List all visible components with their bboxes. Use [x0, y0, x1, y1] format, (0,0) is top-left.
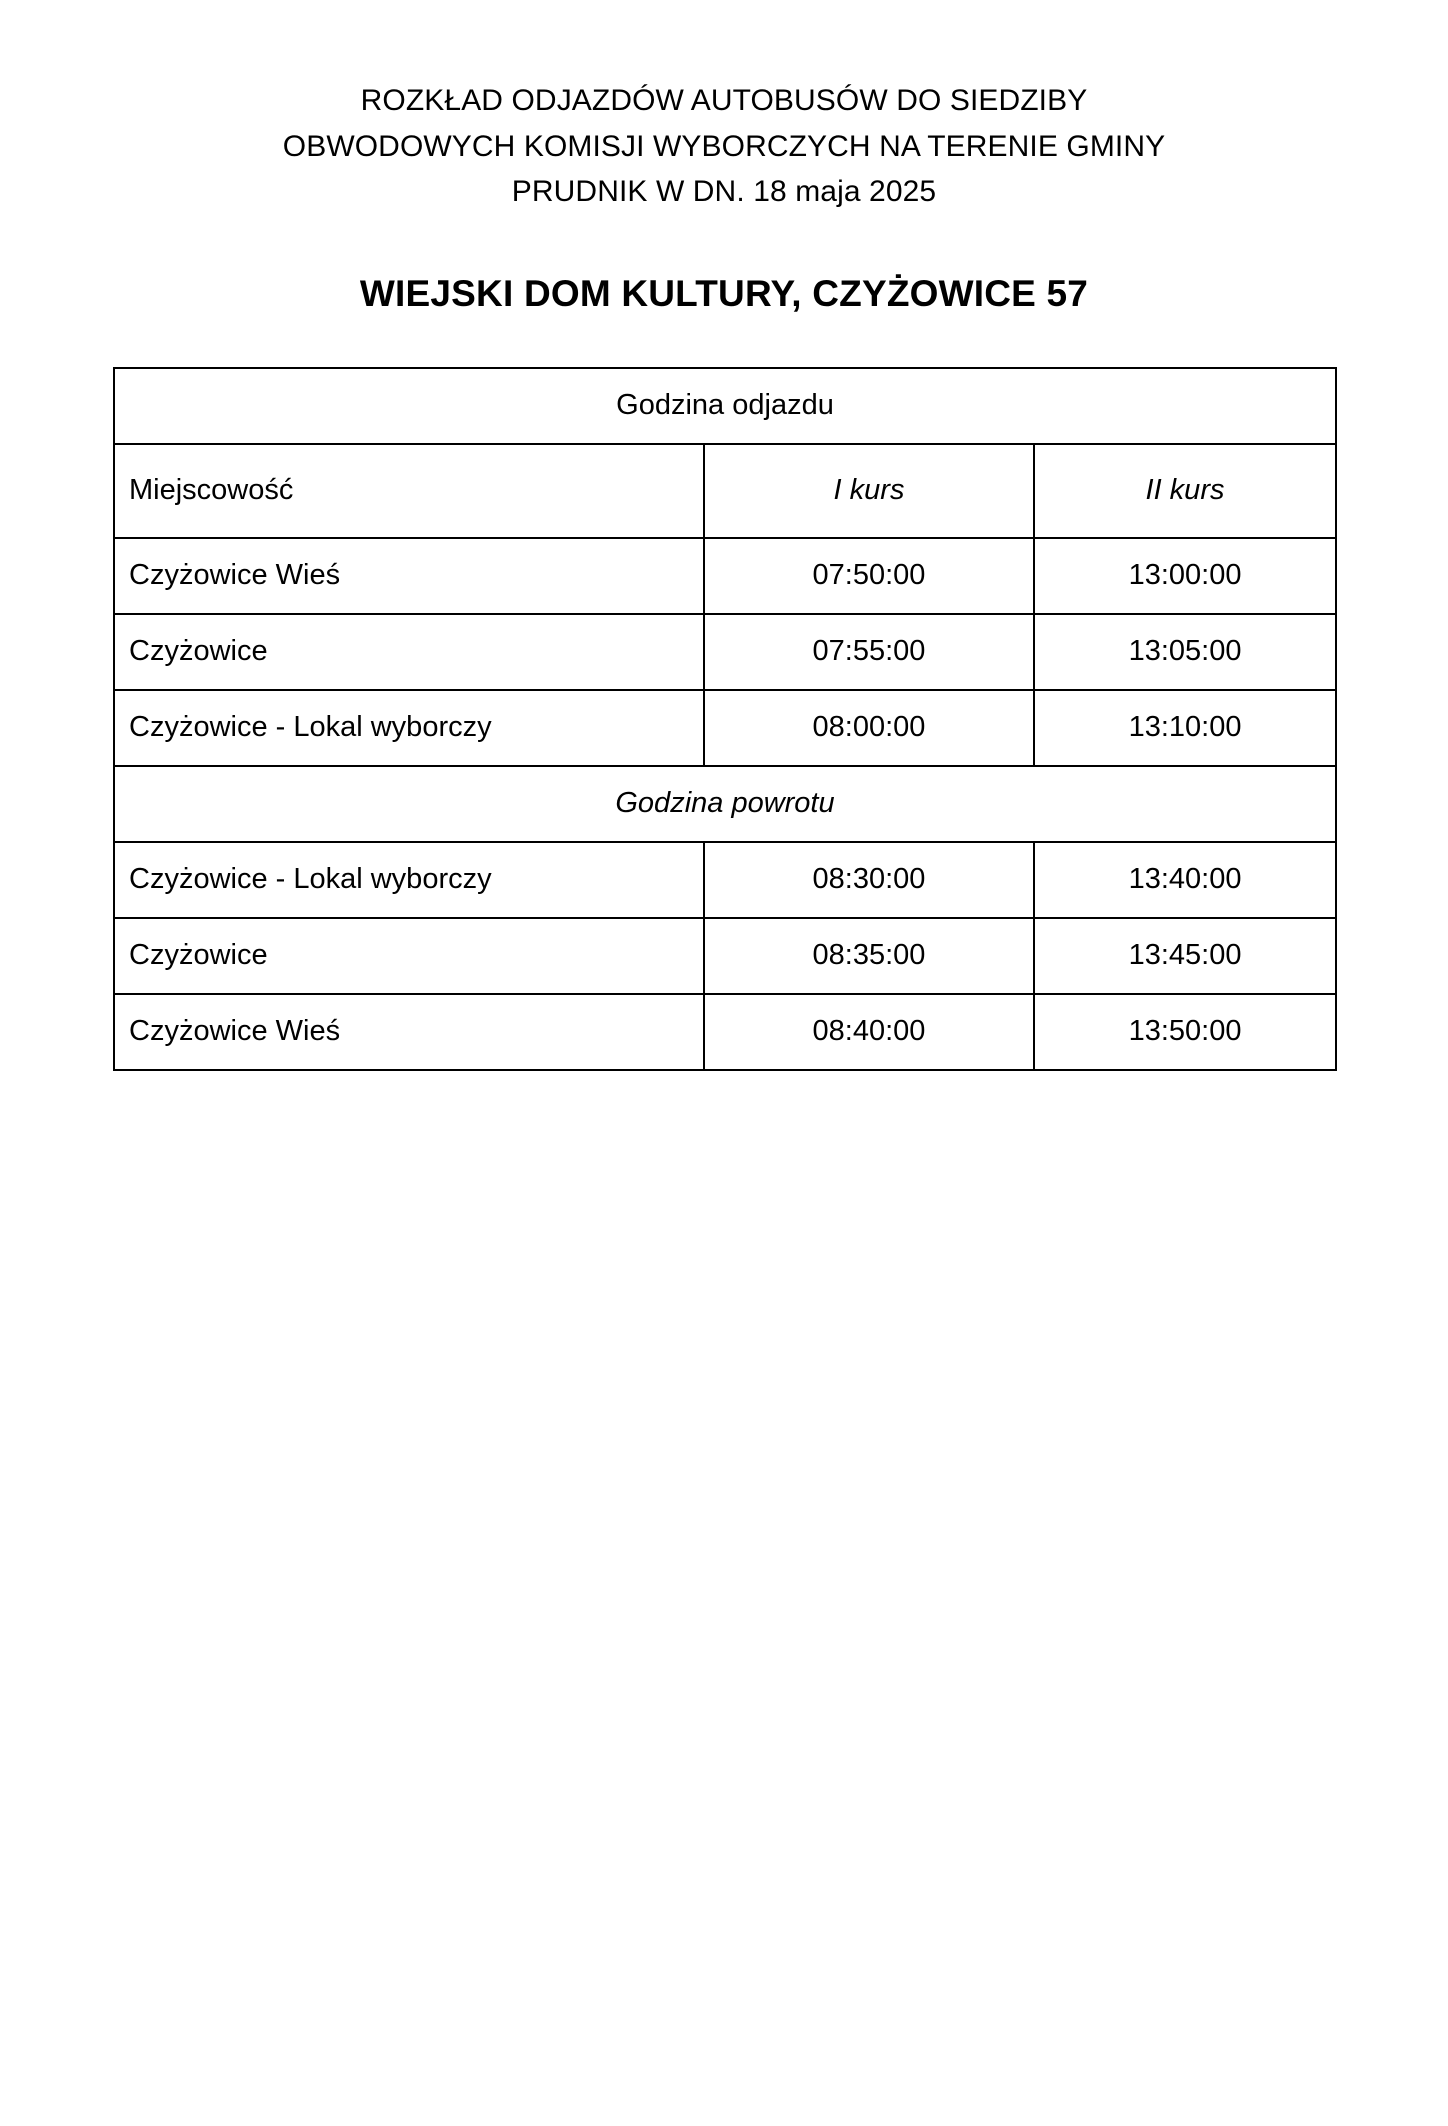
cell-kurs2: 13:50:00: [1034, 994, 1336, 1070]
cell-kurs1: 08:40:00: [704, 994, 1034, 1070]
table-section-header-return: [114, 766, 1336, 842]
column-header-kurs1: I kurs: [704, 444, 1034, 538]
table-row: [114, 994, 1336, 1070]
column-header-kurs2: II kurs: [1034, 444, 1336, 538]
table-row: [114, 918, 1336, 994]
cell-kurs2: 13:45:00: [1034, 918, 1336, 994]
document-subtitle: WIEJSKI DOM KULTURY, CZYŻOWICE 57: [359, 272, 1089, 314]
document-title-line-3: PRUDNIK W DN. 18 maja 2025: [511, 175, 937, 209]
section-label-departure: Godzina odjazdu: [114, 368, 1336, 444]
document-title-line-1: ROZKŁAD ODJAZDÓW AUTOBUSÓW DO SIEDZIBY: [360, 84, 1088, 117]
cell-place: Czyżowice - Lokal wyborczy: [114, 690, 704, 766]
cell-place: Czyżowice Wieś: [114, 994, 704, 1070]
cell-kurs2: 13:40:00: [1034, 842, 1336, 918]
schedule-table-container: [113, 367, 1335, 1071]
cell-kurs1: 08:35:00: [704, 918, 1034, 994]
cell-place: Czyżowice: [114, 918, 704, 994]
cell-kurs2: 13:10:00: [1034, 690, 1336, 766]
cell-place: Czyżowice Wieś: [114, 538, 704, 614]
section-label-return: Godzina powrotu: [114, 766, 1336, 842]
document-title-line-2: OBWODOWYCH KOMISJI WYBORCZYCH NA TERENIE GMINY: [282, 129, 1166, 163]
cell-kurs1: 07:50:00: [704, 538, 1034, 614]
cell-kurs1: 07:55:00: [704, 614, 1034, 690]
cell-kurs2: 13:00:00: [1034, 538, 1336, 614]
column-header-place: Miejscowość: [114, 444, 704, 538]
schedule-table: [113, 367, 1337, 1071]
table-row: [114, 538, 1336, 614]
document-page: [0, 78, 1448, 2126]
cell-kurs2: 13:05:00: [1034, 614, 1336, 690]
cell-kurs1: 08:30:00: [704, 842, 1034, 918]
table-column-headers: [114, 444, 1336, 538]
cell-place: Czyżowice: [114, 614, 704, 690]
table-section-header-departure: [114, 368, 1336, 444]
cell-kurs1: 08:00:00: [704, 690, 1034, 766]
document-title: [0, 78, 1448, 215]
table-row: [114, 842, 1336, 918]
cell-place: Czyżowice - Lokal wyborczy: [114, 842, 704, 918]
table-row: [114, 690, 1336, 766]
table-row: [114, 614, 1336, 690]
